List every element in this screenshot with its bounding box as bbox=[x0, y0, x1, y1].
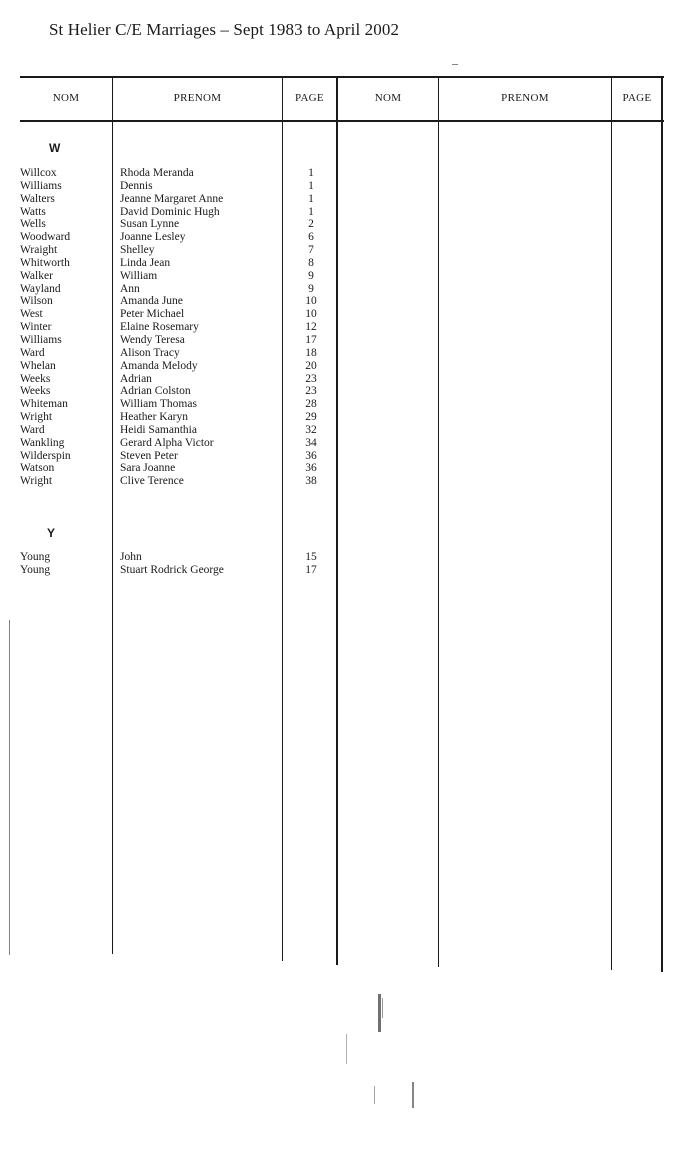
table-top-rule bbox=[20, 76, 664, 78]
table-right-border bbox=[661, 77, 663, 972]
header-bottom-rule bbox=[20, 120, 664, 122]
page-cell: 10 bbox=[305, 295, 317, 308]
nom-cell: Whitworth bbox=[20, 256, 70, 269]
prenom-cell: Heather Karyn bbox=[120, 411, 189, 424]
prenom-cell: Jeanne Margaret Anne bbox=[120, 192, 224, 205]
prenom-cell: Gerard Alpha Victor bbox=[120, 436, 214, 449]
prenom-cell: William Thomas bbox=[120, 398, 197, 411]
nom-cell: Wraight bbox=[20, 244, 58, 257]
prenom-cell: David Dominic Hugh bbox=[120, 205, 220, 218]
prenom-cell: Linda Jean bbox=[120, 256, 171, 269]
nom-cell: Wright bbox=[20, 475, 53, 488]
column-header-page: PAGE bbox=[295, 92, 324, 104]
table-left-edge bbox=[9, 620, 10, 955]
scan-mark bbox=[374, 1086, 375, 1104]
prenom-cell: Dennis bbox=[120, 179, 153, 192]
nom-cell: Wayland bbox=[20, 282, 61, 295]
nom-cell: Ward bbox=[20, 346, 45, 359]
scan-mark bbox=[412, 1082, 414, 1108]
nom-cell: Whiteman bbox=[20, 398, 68, 411]
page-cell: 17 bbox=[305, 333, 317, 346]
prenom-cell: Rhoda Meranda bbox=[120, 167, 194, 179]
prenom-cell: Adrian Colston bbox=[120, 385, 191, 398]
prenom-cell: Elaine Rosemary bbox=[120, 321, 199, 334]
page-cell: 23 bbox=[305, 385, 317, 398]
page-cell: 1 bbox=[308, 167, 314, 179]
nom-cell: Winter bbox=[20, 321, 52, 334]
nom-cell: Weeks bbox=[20, 372, 51, 385]
page-cell: 23 bbox=[305, 372, 317, 385]
prenom-cell: Shelley bbox=[120, 244, 155, 257]
page-cell: 10 bbox=[305, 308, 317, 321]
page-cell: 9 bbox=[308, 269, 314, 282]
nom-cell: Weeks bbox=[20, 385, 51, 398]
prenom-cell: Sara Joanne bbox=[120, 462, 176, 475]
column-header-prenom: PRENOM bbox=[501, 92, 549, 104]
column-header-nom: NOM bbox=[52, 92, 80, 104]
column-header-page: PAGE bbox=[622, 92, 652, 104]
section-letter: Y bbox=[47, 526, 56, 540]
page-cell: 2 bbox=[308, 218, 314, 231]
page-cell: 1 bbox=[308, 192, 314, 205]
nom-cell: Wright bbox=[20, 411, 53, 424]
nom-cell: Willcox bbox=[20, 167, 57, 179]
prenom-cell: Clive Terence bbox=[120, 475, 184, 488]
page-cell: 34 bbox=[305, 436, 317, 449]
prenom-cell: Susan Lynne bbox=[120, 218, 180, 231]
prenom-cell: Wendy Teresa bbox=[120, 333, 185, 346]
nom-cell: Wells bbox=[20, 218, 46, 231]
prenom-cell: Steven Peter bbox=[120, 449, 178, 462]
prenom-cell: Stuart Rodrick George bbox=[120, 563, 224, 576]
page-cell: 32 bbox=[305, 423, 317, 436]
nom-cell: Ward bbox=[20, 423, 45, 436]
prenom-cell: Amanda Melody bbox=[120, 359, 198, 372]
section-letter: W bbox=[49, 141, 61, 155]
column-header-nom: NOM bbox=[374, 92, 402, 104]
scan-mark bbox=[382, 998, 383, 1018]
page-cell: 17 bbox=[305, 563, 317, 576]
column-divider bbox=[112, 77, 113, 954]
nom-cell: Wankling bbox=[20, 436, 65, 449]
nom-cell: Whelan bbox=[20, 359, 56, 372]
nom-cell: Williams bbox=[20, 179, 62, 192]
nom-cell: Wilderspin bbox=[20, 449, 71, 462]
scan-mark bbox=[346, 1034, 347, 1064]
prenom-cell: Alison Tracy bbox=[120, 346, 180, 359]
nom-cell: Young bbox=[20, 551, 51, 563]
page-title: St Helier C/E Marriages – Sept 1983 to April 2002 bbox=[49, 20, 400, 39]
prenom-cell: Ann bbox=[120, 282, 140, 295]
page-cell: 8 bbox=[308, 256, 314, 269]
page-cell: 9 bbox=[308, 282, 314, 295]
scan-mark bbox=[378, 994, 381, 1032]
nom-cell: Walters bbox=[20, 192, 55, 205]
page-cell: 18 bbox=[305, 346, 317, 359]
page-cell: 20 bbox=[305, 359, 317, 372]
column-divider bbox=[282, 77, 283, 961]
page-cell: 36 bbox=[305, 462, 317, 475]
prenom-cell: Amanda June bbox=[120, 295, 183, 308]
page-cell: 6 bbox=[308, 231, 314, 244]
nom-cell: Watson bbox=[20, 462, 55, 475]
nom-cell: Young bbox=[20, 563, 51, 576]
nom-cell: Watts bbox=[20, 205, 46, 218]
column-header-prenom: PRENOM bbox=[173, 92, 222, 104]
prenom-cell: Peter Michael bbox=[120, 308, 185, 321]
nom-cell: Wilson bbox=[20, 295, 53, 308]
page-cell: 1 bbox=[308, 205, 314, 218]
prenom-cell: Heidi Samanthia bbox=[120, 423, 197, 436]
prenom-cell: William bbox=[120, 269, 158, 282]
page-cell: 1 bbox=[308, 179, 314, 192]
nom-cell: Walker bbox=[20, 269, 53, 282]
scan-mark bbox=[452, 64, 458, 65]
center-divider bbox=[336, 77, 338, 965]
page-cell: 38 bbox=[305, 475, 317, 488]
page-cell: 29 bbox=[305, 411, 317, 424]
prenom-cell: John bbox=[120, 551, 142, 563]
nom-cell: Woodward bbox=[20, 231, 71, 244]
page-cell: 15 bbox=[305, 551, 317, 563]
page-cell: 36 bbox=[305, 449, 317, 462]
column-divider bbox=[611, 77, 612, 970]
nom-cell: West bbox=[20, 308, 43, 321]
column-divider bbox=[438, 77, 439, 967]
page-cell: 7 bbox=[308, 244, 314, 257]
page-cell: 28 bbox=[305, 398, 317, 411]
prenom-cell: Adrian bbox=[120, 372, 152, 385]
prenom-cell: Joanne Lesley bbox=[120, 231, 186, 244]
nom-cell: Williams bbox=[20, 333, 62, 346]
page-cell: 12 bbox=[305, 321, 317, 334]
